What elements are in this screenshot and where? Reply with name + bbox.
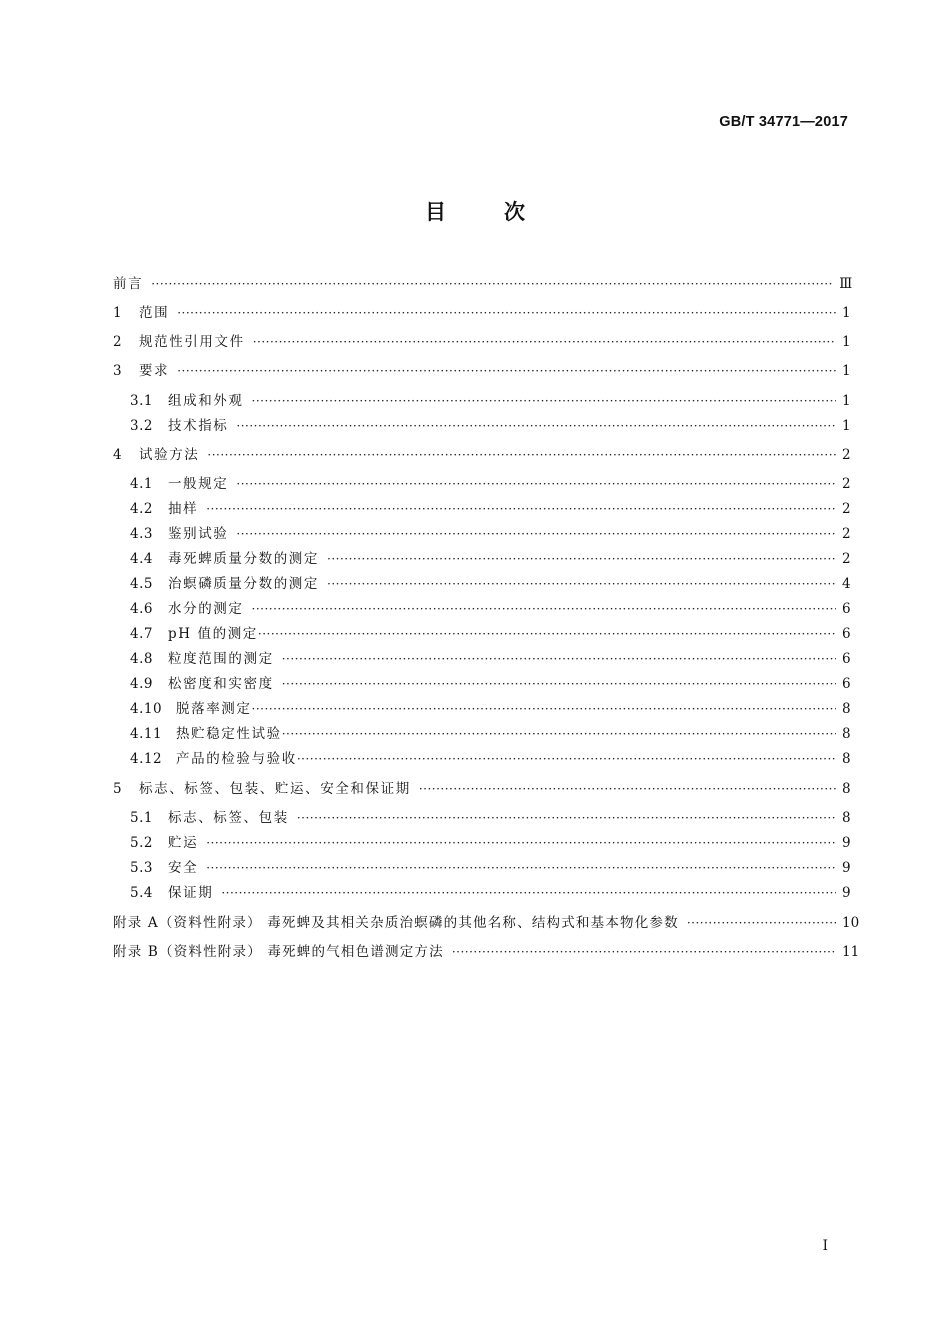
toc-entry-4-3[interactable]	[130, 524, 850, 544]
toc-entry-page: 8	[842, 701, 851, 717]
dot-leader	[282, 674, 836, 694]
toc-entry-page: 2	[842, 551, 851, 567]
toc-entry-text: 治螟磷质量分数的测定	[168, 576, 319, 592]
toc-entry-page: 2	[842, 476, 851, 492]
toc-entry-text: 前言	[113, 276, 144, 292]
toc-entry-number: 4.7	[130, 626, 153, 642]
toc-entry-3[interactable]	[113, 361, 850, 381]
toc-entry-page: 2	[842, 501, 851, 517]
dot-leader	[206, 858, 836, 878]
toc-entry-text: 规范性引用文件	[139, 334, 245, 350]
toc-entry-5-1[interactable]	[130, 808, 850, 828]
toc-entry-4-1[interactable]	[130, 474, 850, 494]
dot-leader	[221, 883, 836, 903]
toc-entry-page: Ⅲ	[839, 276, 853, 292]
toc-entry-4-6[interactable]	[130, 599, 850, 619]
page-number: I	[822, 1238, 828, 1254]
toc-entry-page: 6	[842, 601, 851, 617]
toc-entry-number: 5.1	[130, 810, 153, 826]
dot-leader	[206, 833, 836, 853]
toc-entry-text: 组成和外观	[168, 393, 244, 409]
toc-entry-page: 11	[842, 944, 860, 960]
toc-entry-page: 9	[842, 860, 851, 876]
toc-entry-number: 4.9	[130, 676, 153, 692]
toc-entry-text: 脱落率测定	[176, 701, 252, 717]
toc-entry-page: 4	[842, 576, 851, 592]
toc-entry-4-5[interactable]	[130, 574, 850, 594]
toc-entry-page: 1	[842, 305, 851, 321]
toc-entry-number: 5.3	[130, 860, 153, 876]
toc-entry-text: 试验方法	[139, 447, 200, 463]
toc-entry-number: 5	[113, 781, 123, 797]
toc-entry-5-4[interactable]	[130, 883, 850, 903]
toc-entry-number: 5.4	[130, 885, 153, 901]
toc-entry-text: 松密度和实密度	[168, 676, 274, 692]
toc-entry-page: 9	[842, 885, 851, 901]
toc-entry-text: 贮运	[168, 835, 199, 851]
dot-leader	[236, 524, 836, 544]
dot-leader	[327, 574, 836, 594]
dot-leader	[419, 779, 836, 799]
toc-entry-page: 6	[842, 651, 851, 667]
dot-leader	[151, 274, 833, 294]
toc-entry-4-10[interactable]	[130, 699, 850, 719]
toc-entry-annex-a[interactable]	[113, 913, 860, 933]
page-title: 目次	[425, 200, 583, 224]
toc-entry-5-3[interactable]	[130, 858, 850, 878]
toc-entry-number: 4.8	[130, 651, 153, 667]
toc-entry-number: 4.12	[130, 751, 163, 767]
toc-entry-text: 附录 A（资料性附录） 毒死蜱及其相关杂质治螟磷的其他名称、结构式和基本物化参数	[113, 915, 679, 931]
toc-entry-4[interactable]	[113, 445, 850, 465]
dot-leader	[252, 599, 837, 619]
dot-leader	[687, 913, 836, 933]
toc-entry-page: 1	[842, 418, 851, 434]
toc-entry-number: 3.2	[130, 418, 153, 434]
dot-leader	[206, 499, 836, 519]
toc-entry-text: 产品的检验与验收	[176, 751, 297, 767]
dot-leader	[282, 649, 836, 669]
toc-entry-text: 水分的测定	[168, 601, 244, 617]
toc-entry-page: 8	[842, 781, 851, 797]
toc-entry-page: 8	[842, 810, 851, 826]
dot-leader	[207, 445, 836, 465]
toc-entry-page: 2	[842, 447, 851, 463]
toc-entry-number: 3	[113, 363, 123, 379]
dot-leader	[252, 391, 837, 411]
toc-entry-text: 范围	[139, 305, 170, 321]
toc-entry-text: 鉴别试验	[168, 526, 229, 542]
toc-entry-number: 4.5	[130, 576, 153, 592]
toc-entry-4-11[interactable]	[130, 724, 850, 744]
toc-entry-text: 抽样	[168, 501, 199, 517]
toc-entry-text: 要求	[139, 363, 170, 379]
toc-entry-4-2[interactable]	[130, 499, 850, 519]
toc-entry-text: 热贮稳定性试验	[176, 726, 282, 742]
toc-entry-foreword[interactable]	[113, 274, 853, 294]
standard-number: GB/T 34771—2017	[719, 114, 848, 130]
dot-leader	[327, 549, 836, 569]
toc-entry-4-7[interactable]	[130, 624, 850, 644]
toc-entry-page: 6	[842, 626, 851, 642]
dot-leader	[236, 416, 836, 436]
dot-leader	[282, 724, 836, 744]
toc-entry-number: 4.4	[130, 551, 153, 567]
toc-entry-page: 8	[842, 726, 851, 742]
toc-entry-page: 6	[842, 676, 851, 692]
toc-entry-4-4[interactable]	[130, 549, 850, 569]
toc-entry-number: 4.11	[130, 726, 163, 742]
toc-entry-number: 4.2	[130, 501, 153, 517]
toc-entry-text: 附录 B（资料性附录） 毒死蜱的气相色谱测定方法	[113, 944, 444, 960]
toc-entry-4-9[interactable]	[130, 674, 850, 694]
toc-entry-text: 标志、标签、包装、贮运、安全和保证期	[139, 781, 411, 797]
toc-entry-page: 8	[842, 751, 851, 767]
toc-entry-5[interactable]	[113, 779, 850, 799]
toc-entry-page: 9	[842, 835, 851, 851]
toc-entry-number: 1	[113, 305, 123, 321]
toc-entry-4-8[interactable]	[130, 649, 850, 669]
dot-leader	[177, 303, 836, 323]
toc-entry-text: 保证期	[168, 885, 214, 901]
dot-leader	[297, 749, 836, 769]
toc-entry-text: 一般规定	[168, 476, 229, 492]
dot-leader	[253, 332, 836, 352]
toc-entry-5-2[interactable]	[130, 833, 850, 853]
toc-entry-3-2[interactable]	[130, 416, 850, 436]
toc-entry-text: 毒死蜱质量分数的测定	[168, 551, 319, 567]
dot-leader	[236, 474, 836, 494]
toc-entry-page: 1	[842, 363, 851, 379]
toc-entry-number: 3.1	[130, 393, 153, 409]
toc-entry-annex-b[interactable]	[113, 942, 860, 962]
dot-leader	[177, 361, 836, 381]
dot-leader	[252, 699, 837, 719]
dot-leader	[297, 808, 836, 828]
toc-entry-page: 2	[842, 526, 851, 542]
toc-entry-number: 4.10	[130, 701, 163, 717]
toc-entry-number: 5.2	[130, 835, 153, 851]
toc-entry-2[interactable]	[113, 332, 850, 352]
toc-entry-number: 4.3	[130, 526, 153, 542]
toc-entry-number: 4	[113, 447, 123, 463]
toc-entry-page: 1	[842, 393, 851, 409]
toc-entry-page: 1	[842, 334, 851, 350]
toc-entry-text: 标志、标签、包装	[168, 810, 289, 826]
dot-leader	[258, 624, 836, 644]
toc-entry-3-1[interactable]	[130, 391, 850, 411]
toc-entry-number: 4.6	[130, 601, 153, 617]
toc-entry-text: 安全	[168, 860, 199, 876]
toc-entry-text: 粒度范围的测定	[168, 651, 274, 667]
toc-entry-number: 4.1	[130, 476, 153, 492]
toc-entry-1[interactable]	[113, 303, 850, 323]
toc-entry-4-12[interactable]	[130, 749, 850, 769]
toc-entry-text: pH 值的测定	[168, 626, 258, 642]
dot-leader	[452, 942, 836, 962]
toc-entry-page: 10	[842, 915, 860, 931]
toc-entry-number: 2	[113, 334, 123, 350]
toc-entry-text: 技术指标	[168, 418, 229, 434]
